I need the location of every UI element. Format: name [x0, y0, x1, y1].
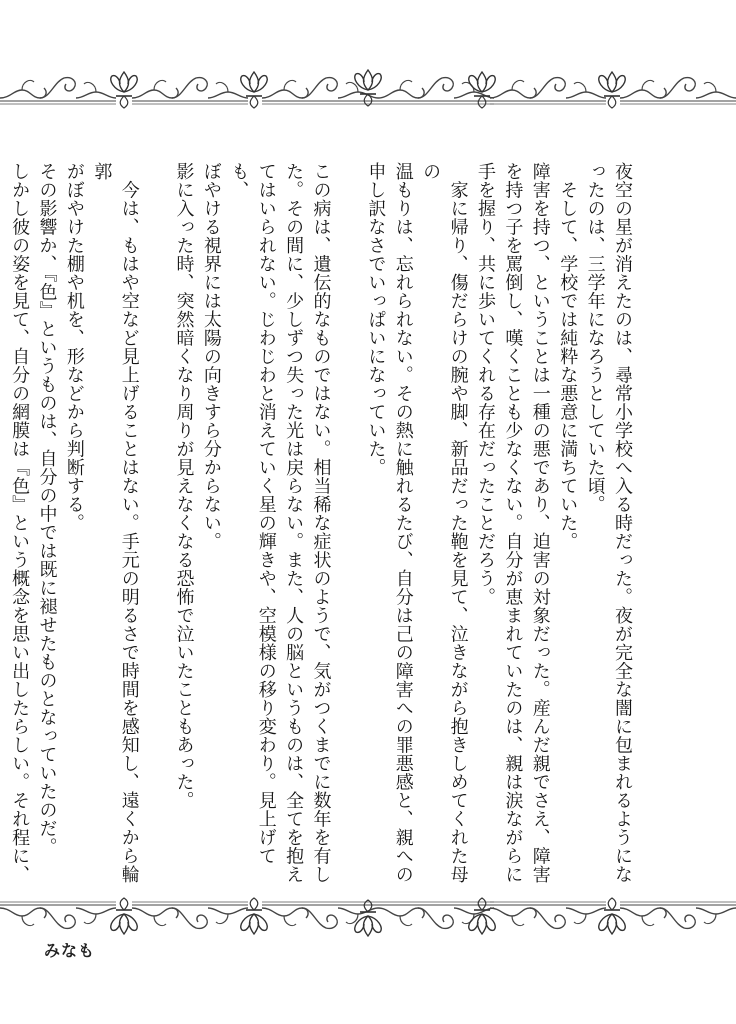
paragraph-2: この病は、遺伝的なものではない。相当稀な症状のようで、気がつくまでに数年を有し た。その間に、少しずつ失った光は戻らない。また、人の脳というものは、全てを抱え てはいられない。じわじわと消えていく星の輝きや、空模様の移り変わり。見上げても、 ぼやける視界には太陽の向きすら分からない。 影に入った時、突然暗くなり周りが見えなくなる恐怖で泣いたこともあった。: [173, 162, 332, 884]
paragraph-1: 夜空の星が消えたのは、尋常小学校へ入る時だった。夜が完全な闇に包まれるようにな ったのは、三学年になろうとしていた頃。 そして、学校では純粋な悪意に満ちていた。 障害を持つ、ということは一種の悪であり、迫害の対象だった。産んだ親でさえ、障害 を持つ子を罵倒し、嘆くことも少なくない。自分が恵まれていたのは、親は涙ながらに 手を握り、共に歩いてくれる存在だったことだろう。 家に帰り、傷だらけの腕や脚、新品だった鞄を見て、泣きながら抱きしめてくれた母の 温もりは、忘れられない。その熱に触れるたび、自分は己の障害への罪悪感と、親への 申し訳なさでいっぱいになっていた。: [365, 162, 633, 884]
author-name: みなも: [44, 941, 96, 960]
novel-text-block: [6, 162, 636, 900]
ornament-bottom-svg: [0, 894, 736, 938]
ornamental-border-top: [0, 68, 736, 112]
ornament-top-svg: [0, 68, 736, 112]
ornamental-border-bottom: [0, 894, 736, 938]
paragraph-3: 今は、もはや空など見上げることはない。手元の明るさで時間を感知し、遠くから輪郭 がぼやけた棚や机を、形などから判断する。 その影響か、『色』というものは、自分の中では既に褪せたものとなっていたのだ。 しかし彼の姿を見て、自分の網膜は『色』という概念を思い出したらしい。それ程に、: [9, 162, 140, 884]
